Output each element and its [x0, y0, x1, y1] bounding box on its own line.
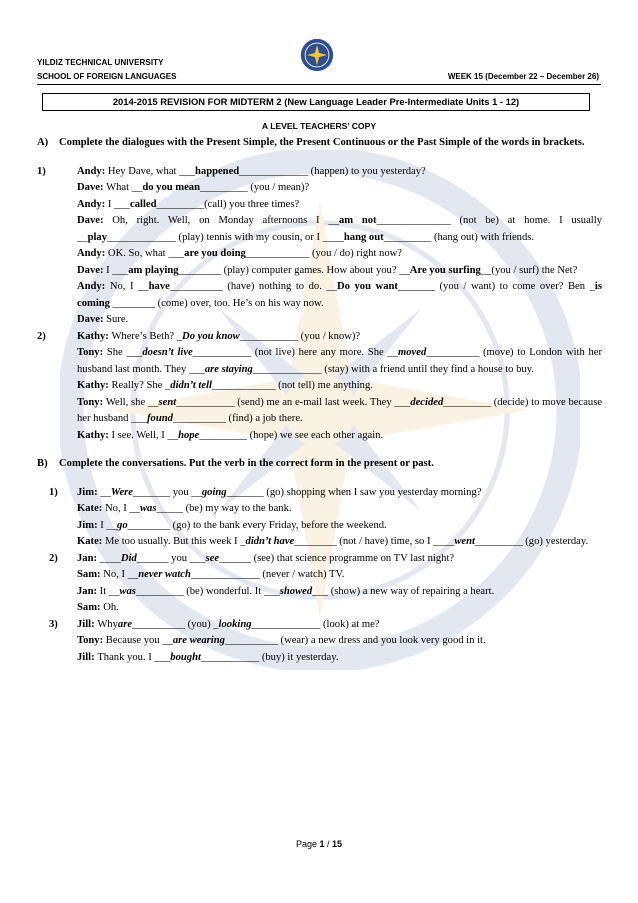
dialogue-line [37, 617, 602, 634]
answer-text: Do you want [337, 281, 398, 292]
dialogue-line [37, 551, 602, 568]
section-a-instruction: Complete the dialogues with the Present Simple, the Present Continuous or the Past Simple of the words in brackets. [59, 137, 585, 148]
answer-text: am playing [128, 264, 179, 276]
answer-text: Were [110, 486, 134, 498]
page-separator: / [324, 839, 333, 849]
speaker-name: Dave: [77, 182, 107, 193]
exercise-number: 3) [49, 618, 58, 630]
line-text: I __ [100, 519, 118, 531]
line-text: ____________ (not tell) me anything. [211, 380, 373, 391]
exercise-number: 2) [49, 552, 58, 564]
answer-text: called [130, 198, 157, 210]
line-text: No, I __ [109, 281, 149, 292]
answer-text: showed [279, 585, 313, 597]
dialogue-line [37, 534, 602, 551]
line-text: Sure. [106, 314, 129, 325]
dialogue-line [37, 312, 602, 329]
header-divider [37, 84, 601, 85]
dialogue-line [37, 164, 602, 181]
line-text: _____________ (look) at me? [251, 618, 380, 630]
dialogue-line [37, 197, 602, 214]
answer-text: bought [170, 651, 201, 663]
dialogue-line [37, 485, 602, 502]
line-text: ________ (play) computer games. How about you? __ [178, 264, 410, 276]
line-text: It __ [99, 585, 120, 597]
exercise-number: 2) [37, 330, 46, 342]
exercise-b3 [37, 617, 602, 667]
page-current: 1 [319, 839, 325, 849]
line-text: ______________ (not be) at home. I usually __ [77, 215, 602, 243]
line-text: I see. Well, I __ [111, 429, 179, 441]
exercise-number: 1) [37, 165, 46, 177]
line-text: OK. So, what ___ [107, 248, 185, 259]
dialogue-line [37, 180, 602, 197]
line-text: ___________ (not live) here any more. She __ [192, 347, 399, 358]
line-text: ________ (go) to the bank every Friday, before the weekend. [127, 519, 387, 531]
speaker-name: Tony: [77, 396, 106, 408]
speaker-name: Dave: [77, 314, 107, 325]
answer-text: doesn’t live [142, 347, 193, 358]
answer-text: am not [338, 215, 377, 226]
line-text: ___________ (send) me an e-mail last week. They ___ [176, 396, 411, 408]
speaker-name: Andy: [77, 165, 108, 177]
answer-text: have [148, 281, 170, 292]
line-text: Really? She _ [111, 380, 171, 391]
answer-text: hope [178, 429, 200, 441]
page-total: 15 [332, 839, 343, 849]
section-a-label: A) [37, 137, 49, 148]
dialogue-line [37, 518, 602, 535]
speaker-name: Jan: [77, 585, 100, 597]
dialogue-line [37, 395, 602, 428]
speaker-name: Sam: [77, 602, 104, 613]
dialogue-line [37, 567, 602, 584]
exercise-a2 [37, 329, 602, 445]
answer-text: was [119, 585, 136, 597]
line-text: _________ (go) yesterday. [474, 536, 589, 547]
answer-text: are [117, 618, 133, 630]
exercise-b2 [37, 551, 602, 617]
line-text: ___ (show) a new way of repairing a heart. [312, 585, 495, 597]
university-seal-icon [300, 38, 334, 72]
week-range: WEEK 15 (December 22 – December 26) [447, 72, 599, 81]
line-text: __________ (move) to London with her husband last month. They ___ [77, 347, 603, 375]
page-footer [0, 839, 638, 849]
speaker-name: Tony: [77, 347, 107, 358]
answer-text: going [201, 486, 227, 498]
section-a-heading [37, 135, 602, 152]
line-text: _____________ (never / watch) TV. [190, 569, 345, 580]
dialogue-line [37, 345, 602, 378]
line-text: She ___ [106, 347, 143, 358]
line-text: Where’s Beth? _ [111, 330, 183, 342]
line-text: _________ (be) wonderful. It ___ [135, 585, 280, 597]
teachers-copy-label: A LEVEL TEACHERS’ COPY [261, 121, 377, 131]
answer-text: are you doing [184, 248, 246, 259]
speaker-name: Jan: [77, 552, 100, 564]
speaker-name: Kathy: [77, 429, 112, 441]
line-text: Oh, right. Well, on Monday afternoons I __ [112, 215, 339, 226]
speaker-name: Sam: [77, 569, 104, 580]
line-text: _____ (be) my way to the bank. [156, 503, 292, 514]
answer-text: are staying [204, 363, 253, 375]
answer-text: hang out [343, 231, 384, 243]
exercise-number: 1) [49, 486, 58, 498]
line-text: What __ [106, 182, 143, 193]
dialogue-line [37, 213, 602, 246]
speaker-name: Dave: [77, 215, 113, 226]
speaker-name: Dave: [77, 264, 107, 276]
answer-text: see [205, 552, 220, 564]
line-text: __ [100, 486, 111, 498]
answer-text: never watch [138, 569, 191, 580]
speaker-name: Kate: [77, 536, 105, 547]
line-text: _________(call) you three times? [156, 198, 300, 210]
answer-text: went [454, 536, 475, 547]
line-text: _____________ (stay) with a friend until they find a house to buy. [252, 363, 534, 375]
line-text: __________ (have) nothing to do. __ [169, 281, 338, 292]
answer-text: go [117, 519, 128, 531]
speaker-name: Jim: [77, 486, 101, 498]
dialogue-line [37, 263, 602, 280]
speaker-name: Jill: [77, 651, 98, 663]
document-title: 2014-2015 REVISION FOR MIDTERM 2 (New Language Leader Pre-Intermediate Units 1 - 12) [42, 93, 590, 111]
exercise-a1 [37, 164, 602, 329]
answer-text: found [147, 413, 173, 424]
line-text: _____________ (play) tennis with my cousin, or I ____ [107, 231, 344, 243]
dialogue-line [37, 428, 602, 445]
line-text: __(you / surf) the Net? [480, 264, 578, 276]
speaker-name: Andy: [77, 198, 108, 210]
answer-text: moved [398, 347, 427, 358]
answer-text: play [87, 231, 108, 243]
line-text: __________ (find) a job there. [172, 413, 303, 424]
line-text: ____ [99, 552, 121, 564]
line-text: ____________ (you / do) right now? [245, 248, 403, 259]
speaker-name: Andy: [77, 248, 108, 259]
dialogue-line [37, 329, 602, 346]
answer-text: looking [218, 618, 252, 630]
exercise-b1 [37, 485, 602, 551]
line-text: No, I __ [103, 569, 139, 580]
answer-text: decided [410, 396, 444, 408]
speaker-name: Jim: [77, 519, 101, 531]
line-text: _________ (decide) to move because her husband ___ [77, 396, 603, 424]
line-text: Well, she __ [105, 396, 159, 408]
line-text: ___________ (buy) it yesterday. [200, 651, 339, 663]
line-text: _____________ (happen) to you yesterday? [239, 165, 426, 177]
line-text: _________ (hang out) with friends. [383, 231, 535, 243]
dialogue-line [37, 378, 602, 395]
line-text: ___________ (you / know)? [239, 330, 361, 342]
answer-text: Did [120, 552, 137, 564]
line-text: _______ you __ [133, 486, 202, 498]
line-text: Thank you. I ___ [97, 651, 171, 663]
line-text: __________ (wear) a new dress and you look very good in it. [224, 635, 486, 646]
answer-text: sent [158, 396, 177, 408]
speaker-name: Jill: [77, 618, 98, 630]
dialogue-line [37, 584, 602, 601]
line-text: No, I __ [104, 503, 140, 514]
speaker-name: Tony: [77, 635, 106, 646]
speaker-name: Kathy: [77, 330, 112, 342]
answer-text: didn’t tell [170, 380, 212, 391]
answer-text: Do you know [182, 330, 240, 342]
line-text: __________ (you) _ [132, 618, 219, 630]
dialogue-line [37, 501, 602, 518]
line-text: Hey Dave, what ___ [107, 165, 195, 177]
speaker-name: Andy: [77, 281, 110, 292]
answer-text: didn’t have [245, 536, 295, 547]
line-text: ______ (see) that science programme on TV last night? [219, 552, 455, 564]
answer-text: are wearing [172, 635, 225, 646]
answer-text: was [139, 503, 157, 514]
dialogue-line [37, 600, 602, 617]
university-name: YILDIZ TECHNICAL UNIVERSITY [37, 58, 164, 67]
line-text: _________ (hope) we see each other again. [199, 429, 384, 441]
document-body [37, 135, 602, 666]
dialogue-line [37, 279, 602, 312]
answer-text: Are you surfing [409, 264, 481, 276]
line-text: _______ (go) shopping when I saw you yesterday morning? [226, 486, 482, 498]
speaker-name: Kathy: [77, 380, 112, 391]
line-text: Oh. [103, 602, 119, 613]
answer-text: is coming [77, 281, 602, 309]
line-text: I ___ [107, 198, 130, 210]
line-text: I ___ [106, 264, 129, 276]
line-text: _________ (you / mean)? [200, 182, 310, 193]
dialogue-line [37, 246, 602, 263]
dialogue-line [37, 633, 602, 650]
answer-text: do you mean [142, 182, 200, 193]
line-text: Because you __ [105, 635, 173, 646]
answer-text: happened [195, 165, 240, 177]
line-text: _______ (you / want) to come over? Ben _ [397, 281, 595, 292]
speaker-name: Kate: [77, 503, 105, 514]
line-text: ________ (come) over, too. He’s on his way now. [109, 297, 324, 309]
page-prefix: Page [295, 839, 320, 849]
section-b-instruction: Complete the conversations. Put the verb in the correct form in the present or past. [59, 458, 434, 469]
section-b-heading [37, 456, 602, 473]
line-text: ______ you ___ [136, 552, 206, 564]
line-text: ________ (not / have) time, so I ____ [294, 536, 455, 547]
dialogue-line [37, 650, 602, 667]
section-b-label: B) [37, 458, 48, 469]
school-name: SCHOOL OF FOREIGN LANGUAGES [37, 72, 177, 81]
line-text: Why [97, 618, 118, 630]
line-text: Me too usually. But this week I _ [104, 536, 246, 547]
